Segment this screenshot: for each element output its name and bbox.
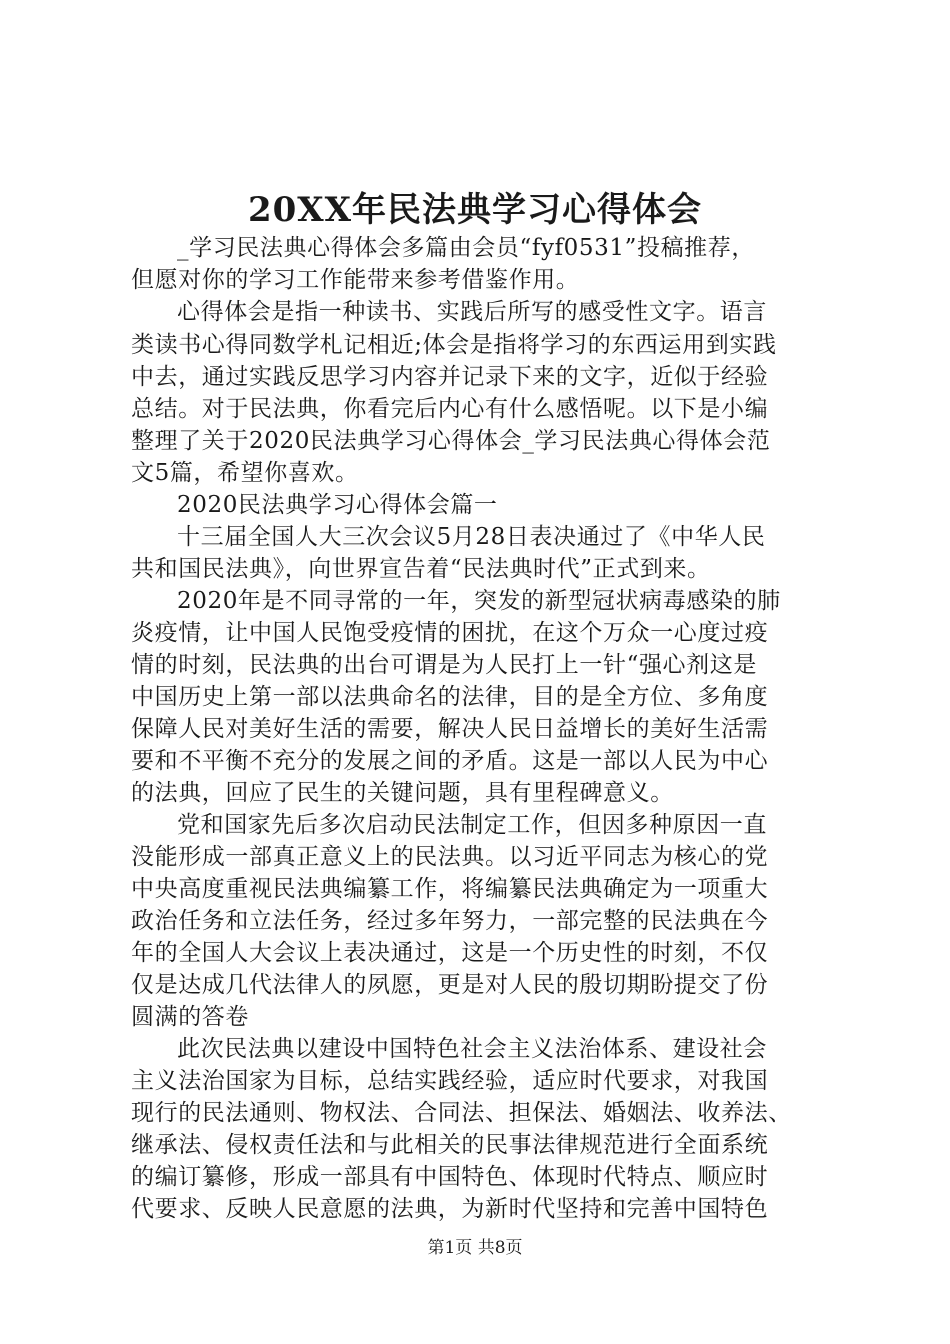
body-line: 整理了关于2020民法典学习心得体会_学习民法典心得体会范 bbox=[131, 428, 771, 454]
body-line: 文5篇，希望你喜欢。 bbox=[131, 460, 359, 486]
document-title: 20XX年民法典学习心得体会 bbox=[247, 190, 703, 230]
body-line: 要和不平衡不充分的发展之间的矛盾。这是一部以人民为中心 bbox=[131, 748, 769, 774]
body-line: 党和国家先后多次启动民法制定工作，但因多种原因一直 bbox=[177, 812, 767, 838]
body-line: 没能形成一部真正意义上的民法典。以习近平同志为核心的党 bbox=[131, 844, 769, 870]
body-line: 类读书心得同数学札记相近;体会是指将学习的东西运用到实践 bbox=[131, 332, 777, 358]
body-line: 的编订纂修，形成一部具有中国特色、体现时代特点、顺应时 bbox=[131, 1164, 769, 1190]
body-line: 中央高度重视民法典编纂工作，将编纂民法典确定为一项重大 bbox=[131, 876, 769, 902]
body-line: 圆满的答卷 bbox=[131, 1004, 249, 1030]
body-line: 保障人民对美好生活的需要，解决人民日益增长的美好生活需 bbox=[131, 716, 769, 742]
page-number-footer: 第1页 共8页 bbox=[427, 1238, 523, 1258]
body-line: 的法典，回应了民生的关键问题，具有里程碑意义。 bbox=[131, 780, 674, 806]
body-line: 现行的民法通则、物权法、合同法、担保法、婚姻法、收养法、 bbox=[131, 1100, 792, 1126]
body-line: 共和国民法典》，向世界宣告着“民法典时代”正式到来。 bbox=[131, 556, 711, 582]
body-line: 中去，通过实践反思学习内容并记录下来的文字，近似于经验 bbox=[131, 364, 769, 390]
body-line: 代要求、反映人民意愿的法典，为新时代坚持和完善中国特色 bbox=[131, 1196, 769, 1222]
body-line: 政治任务和立法任务，经过多年努力，一部完整的民法典在今 bbox=[131, 908, 769, 934]
body-line: 十三届全国人大三次会议5月28日表决通过了《中华人民 bbox=[177, 524, 766, 550]
body-line: 继承法、侵权责任法和与此相关的民事法律规范进行全面系统 bbox=[131, 1132, 769, 1158]
body-line: 总结。对于民法典，你看完后内心有什么感悟呢。以下是小编 bbox=[131, 396, 769, 422]
body-line: _学习民法典心得体会多篇由会员“fyf0531”投稿推荐， bbox=[177, 235, 755, 261]
body-line: 2020年是不同寻常的一年，突发的新型冠状病毒感染的肺 bbox=[177, 588, 781, 614]
body-line: 主义法治国家为目标，总结实践经验，适应时代要求，对我国 bbox=[131, 1068, 769, 1094]
body-line: 中国历史上第一部以法典命名的法律，目的是全方位、多角度 bbox=[131, 684, 769, 710]
body-line: 但愿对你的学习工作能带来参考借鉴作用。 bbox=[131, 267, 580, 293]
body-line: 炎疫情，让中国人民饱受疫情的困扰，在这个万众一心度过疫 bbox=[131, 620, 769, 646]
body-line: 年的全国人大会议上表决通过，这是一个历史性的时刻，不仅 bbox=[131, 940, 769, 966]
body-line: 心得体会是指一种读书、实践后所写的感受性文字。语言 bbox=[177, 299, 767, 325]
body-line: 此次民法典以建设中国特色社会主义法治体系、建设社会 bbox=[177, 1036, 767, 1062]
section-heading: 2020民法典学习心得体会篇一 bbox=[177, 492, 498, 518]
body-line: 情的时刻，民法典的出台可谓是为人民打上一针“强心剂这是 bbox=[131, 652, 757, 678]
body-line: 仅是达成几代法律人的夙愿，更是对人民的殷切期盼提交了份 bbox=[131, 972, 769, 998]
